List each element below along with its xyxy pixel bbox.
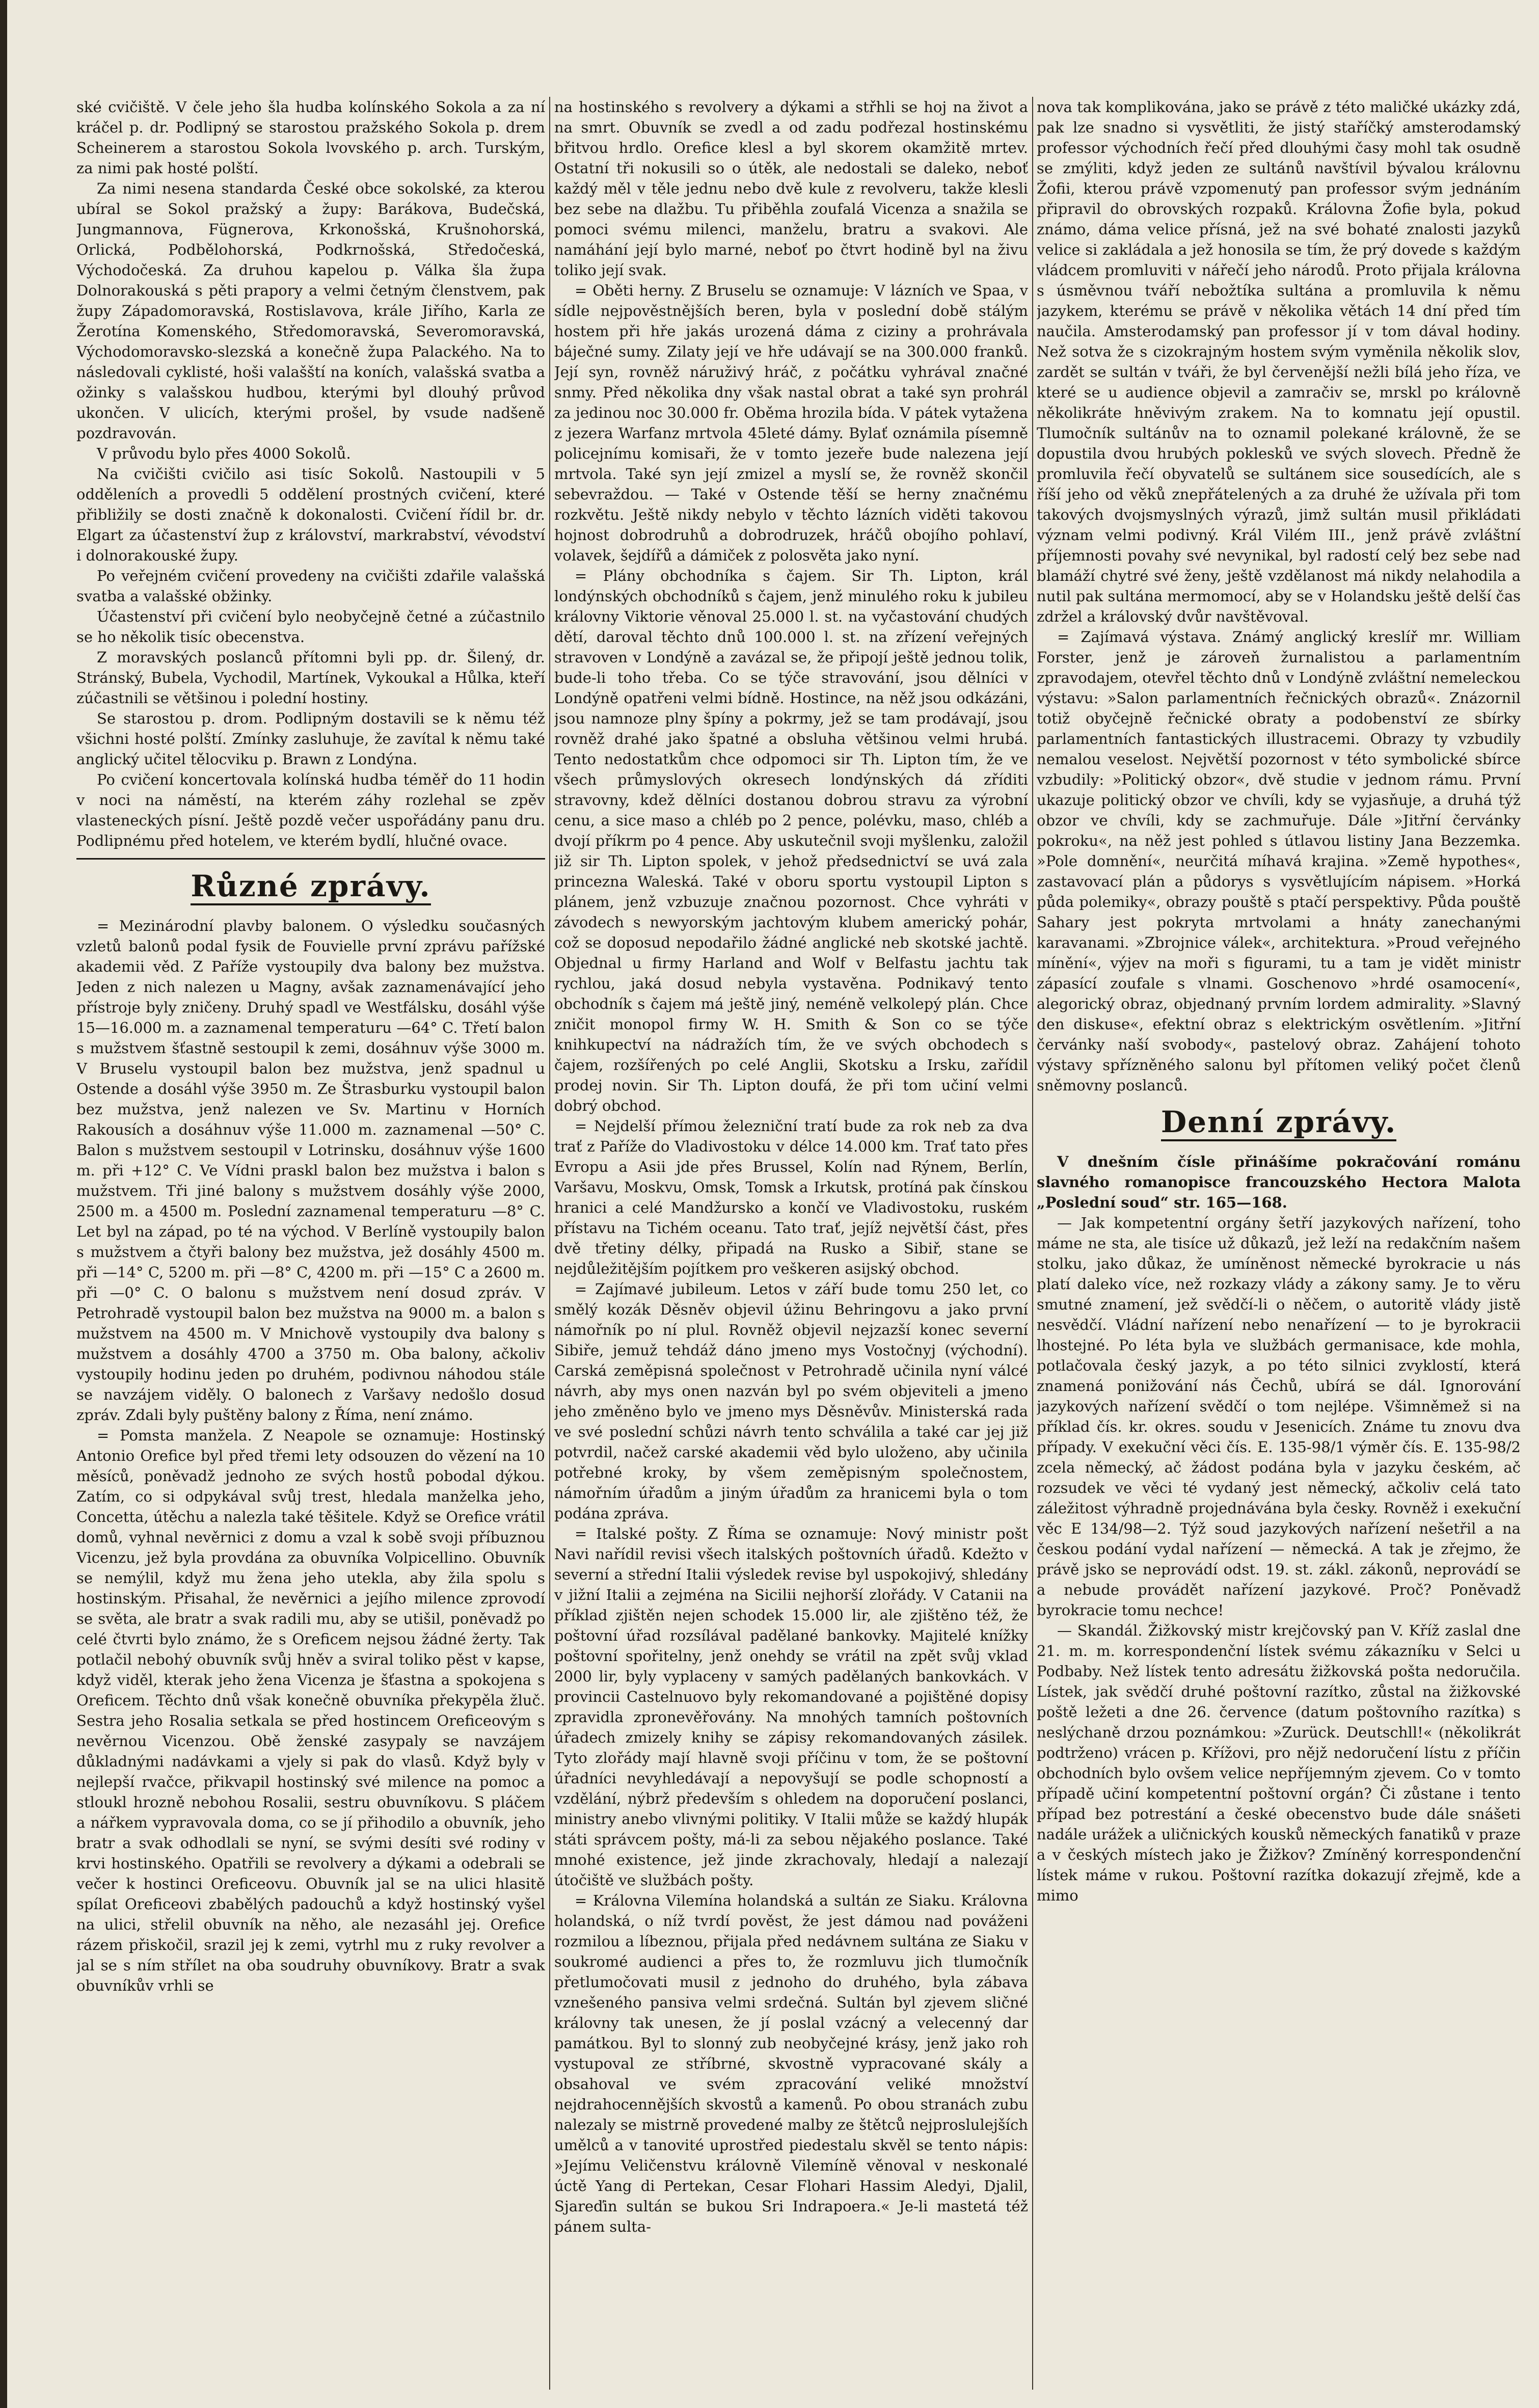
newspaper-page (31, 97, 1523, 2390)
article-paragraph: = Mezinárodní plavby balonem. O výsledku současných vzletů balonů podal fysik de Fouvielle první zprávu pařížské akademii věd. Z Paříže vystoupily dva balony bez mužstva. Jeden z nich nalezen u Magny, avšak zaznamenávající jeho přístroje byly zničeny. Druhý spadl ve Westfálsku, dosáhl výše 15—16.000 m. a zaznamenal temperaturu —64° C. Třetí balon s mužstvem šťastně sestoupil k zemi, dosáhnuv výše 3000 m. V Bruselu vystoupil balon bez mužstva, jenž spadnul u Ostende a dosáhl výše 3950 m. Ze Štrasburku vystoupil balon bez mužstva, jenž nalezen ve Sv. Martinu v Horních Rakousích a dosáhnuv výše 11.000 m. zaznamenal —50° C. Balon s mužstvem sestoupil v Lotrinsku, dosáhnuv výše 1600 m. při +12° C. Ve Vídni praskl balon bez mužstva i balon s mužstvem. Tři jiné balony s mužstvem dosáhly výše 2000, 2500 m. a 4500 m. Poslední zaznamenal temperaturu —8° C. Let byl na západ, po té na východ. V Berlíně vystoupily balon s mužstvem a čtyři balony bez mužstva, jež dosáhly 4500 m. při —14° C, 5200 m. při —8° C, 4200 m. při —15° C a 2600 m. při —0° C. O balonu s mužstvem není dosud zpráv. V Petrohradě vystoupil balon bez mužstva na 9000 m. a balon s mužstvem na 4500 m. V Mnichově vystoupily dva balony s mužstvem a dosáhly 4700 a 3750 m. Oba balony, ačkoliv vystoupily hodinu jeden po druhém, podivnou náhodou stále se navzájem viděly. O balonech z Varšavy nedošlo dosud zpráv. Zdali byly puštěny balony z Říma, není známo. (76, 917, 545, 1424)
column-rule (549, 97, 550, 2390)
article-paragraph: na hostinského s revolvery a dýkami a střhli se hoj na život a na smrt. Obuvník se zvedl a od zadu podřezal hostinskému břitvou hrdlo. Orefice klesl a byl skorem okamžitě mrtev. Ostatní tři nokusili so o útěk, ale nedostali se daleko, neboť každý měl v těle jednu nebo dvě kule z revolveru, takže klesli bez sebe na dlažbu. Tu přiběhla zoufalá Vicenza a snažila se pomoci svému milenci, manželu, bratru a svakovi. Ale namáhání její bylo marné, neboť po čtvrt hodině byl na živu toliko její svak. (554, 98, 1028, 279)
column-1 (76, 97, 545, 2379)
article-paragraph: = Pomsta manžela. Z Neapole se oznamuje: Hostinský Antonio Orefice byl před třemi lety odsouzen do vězení na 10 měsíců, poněvadž jednoho ze svých hostů pobodal dýkou. Zatím, co si odpykával svůj trest, hledala manželka jeho, Concetta, útěchu a nalezla také těšitele. Když se Orefice vrátil domů, vyhnal nevěrnici z domu a vzal k sobě svoji příbuznou Vicenzu, jež byla provdána za obuvníka Volpicellino. Obuvník se nemýlil, když mu žena jeho utekla, aby žila spolu s hostinským. Přisahal, že nevěrnici a jejího milence zprovodí se světa, ale bratr a svak radili mu, aby se utišil, poněvadž po celé čtvrti bylo známo, že s Oreficem nejsou žádné žerty. Tak potlačil nebohý obuvník svůj hněv a sviral toliko pěst v kapse, když viděl, kterak jeho žena Vicenza je šťastna a spokojena s Oreficem. Těchto dnů však konečně obuvníka překypěla žluč. Sestra jeho Rosalia setkala se před hostincem Oreficeovým s nevěrnou Vicenzou. Obě ženské zasypaly se navzájem důkladnými nadávkami a vjely si pak do vlasů. Když byly v nejlepší rvačce, přikvapil hostinský své milence na pomoc a stloukl hrozně nebohou Rosalii, sestru obuvníkovu. S pláčem a nářkem vypravovala doma, co se jí přihodilo a obuvník, jeho bratr a svak odhodlali se nyní, se svými desíti své rodiny v krvi hostinského. Opatřili se revolvery a dýkami a odebrali se večer k hostinci Oreficeovu. Obuvník jal se na ulici hlasitě spílat Oreficeovi zbabělých padouchů a když hostinský vyšel na ulici, střelil obuvník na něho, ale nezasáhl jej. Orefice rázem přiskočil, srazil jej k zemi, vytrhl mu z ruky revolver a jal se s ním střílet na oba soudruhy obuvníkovy. Bratr a svak obuvníkův vrhli se (76, 1427, 545, 1994)
article-paragraph: = Oběti herny. Z Bruselu se oznamuje: V lázních ve Spaa, v sídle nejpověstnějších beren, byla v poslední době stálým hostem při hře jakás urozená dáma z ciziny a prohrávala báječné sumy. Zilaty její ve hře udávají se na 300.000 franků. Její syn, rovněž náruživý hráč, z počátku vyhrával značné snmy. Před několika dny však nastal obrat a také syn prohrál za jedinou noc 30.000 fr. Oběma hrozila bída. V pátek vytažena z jezera Warfanz mrtvola 45leté dámy. Bylať oznámila písemně policejnímu komisaři, že v tomto jezeře bude nalezena její mrtvola. Také syn její zmizel a myslí se, že rovněž skončil sebevraždou. — Také v Ostende těší se herny značnému rozkvětu. Ještě nikdy nebylo v těchto lázních viděti takovou hojnost dobrodruhů a dobrodruzek, hráčů obojího pohlaví, volavek, šejdířů a dámiček z polosvěta jako nyní. (554, 282, 1028, 564)
article-paragraph: — Skandál. Žižkovský mistr krejčovský pan V. Kříž zaslal dne 21. m. m. korrespondenční lístek svému zákazníku v Selci u Podbaby. Než lístek tento adresátu žižkovská pošta nedoručila. Lístek, jak svědčí druhé poštovní razítko, zůstal na žižkovské poště ležeti a dne 26. července (datum poštovního razítka) s neslýchaně drzou poznámkou: »Zurück. Deutschll!« (několikrát podtrženo) vrácen p. Křížovi, pro nějž nedoručení lístu z příčin obchodních bylo ovšem velice nepříjemným zjevem. Co v tomto případě učiní kompetentní poštovní orgán? Či zůstane i tento případ bez potrestání a české obecenstvo bude dále snášeti nadále urážek a uličnických kousků německých fanatiků v praze a v českých místech jako je Žižkov? Zmíněný korrespondenční lístek máme v rukou. Poštovní razítka dokazují zřejmě, kde a mimo (1037, 1622, 1521, 1904)
article-paragraph: nova tak komplikována, jako se právě z této maličké ukázky zdá, pak lze snadno si vysvětliti, že jistý staříčký amsterodamský professor východních řečí před dlouhými časy mohl tak osudně se zmýliti, když jeden ze sultánů navštívil bývalou královnu Žofii, kterou právě vzpomenutý pan professor svým jednáním připravil do obrovských rozpaků. Královna Žofie byla, pokud známo, dáma velice přísná, jež na své bohaté znalosti jazyků velice si zakládala a jež honosila se tím, že prý dovede s každým vládcem promluviti v nářečí jeho národů. Proto přijala královna s úsměvnou tváří nebožtíka sultána a promluvila k němu jazykem, kterému se právě v několika větách 14 dní před tím naučila. Amsterodamský pan professor jí v tom dával hodiny. Než sotva že s cizokrajným hostem svým vyměnila několik slov, zardět se sultán v tváři, že byl červenější nežli bílá jeho říza, ve které se u audience objevil a zamračiv se, mrskl po královně několikráte hněvivým zrakem. Na to komnatu její opustil. Tlumočník sultánův na to oznamil polekané královně, že se dopustila dvou hrubých poklesků ve svých slovech. Předně že promluvila řečí obyvatelů se sultánem sice sousedících, ale s říší jeho od věků znepřátelených a za druhé že užívala při tom takových dvojsmyslných výrazů, jimž sultán musil přikládati význam velmi podivný. Král Vilém III., jenž právě zvláštní příjemnosti povahy své nevynikal, byl radostí celý bez sebe nad blamáží chytré své ženy, ještě vzdělanost má nikdy nelahodila a nutil pak sultána mermomocí, aby se v Holandsku ještě delší čas zdržel a královský dvůr navštěvoval. (1037, 98, 1521, 625)
article-paragraph: ské cvičiště. V čele jeho šla hudba kolínského Sokola a za ní kráčel p. dr. Podlipný se starostou pražského Sokola p. drem Scheinerem a starostou Sokola lvovského p. arch. Turským, za nimi pak hosté polští. (76, 98, 545, 177)
section-heading-text: Denní zprávy. (1161, 1105, 1396, 1141)
section-heading (1037, 1105, 1521, 1139)
article-paragraph: Se starostou p. drom. Podlipným dostavili se k němu též všichni hosté polští. Zmínky zasluhuje, že zavítal k němu také anglický učitel tělocviku p. Brawn z Londýna. (76, 710, 545, 768)
article-paragraph: — Jak kompetentní orgány šetří jazykových nařízení, toho máme ne sta, ale tisíce už důkazů, jež leží na redakčním našem stolku, jako důkaz, že umíněnost německé byrokracie u nás platí daleko více, než rozkazy vlády a zákony samy. Je to věru smutné znamení, jež svědčí-li o něčem, o autoritě vlády jistě nesvědčí. Vládní nařízení nebo nenařízení — to je byrokracii lhostejné. Po léta byla ve službách germanisace, kde mohla, potlačovala český jazyk, a po této silnici zvyklostí, která znamená ponižování nás Čechů, ubírá se dál. Ignorování jazykových nařízení svědčí o tom nejlépe. Všimněmež si na příklad čís. kr. okres. soudu v Jesenicích. Známe tu znovu dva případy. V exekuční věci čís. E. 135-98/1 výměr čís. E. 135-98/2 zcela německý, ač žádost podána byla v jazyku českém, ač rozsudek ve věci té vydaný jest německý, ačkoliv celá tato záležitost výhradně projednávána byla česky. Rovněž i exekuční věc E 134/98—2. Týž soud jazykových nařízení nešetřil a na českou podání vydal nařízení — německá. A tak je zřejmo, že právě jsko se neprovádí odst. 19. st. zákl. zákonů, neprovádí se a nebude provádět nařízení jazykové. Proč? Poněvadž byrokracie tomu nechce! (1037, 1214, 1521, 1619)
section-heading (76, 869, 545, 903)
section-divider (76, 858, 545, 860)
article-paragraph: = Italské pošty. Z Říma se oznamuje: Nový ministr pošt Navi nařídil revisi všech italských poštovních úřadů. Kdežto v severní a střední Italii výsledek revise byl uspokojivý, shledány v jižní Italii a zejména na Sicilii nejhorší zlořády. V Catanii na příklad zjištěn nejen schodek 15.000 lir, ale zjištěno též, že poštovní úřad rozsílával padělané bankovky. Majitelé knížky poštovní spořitelny, jenž onehdy se vrátil na zpět svůj vklad 2000 lir, byly vyplaceny v samých padělaných bankovkách. V provincii Castelnuovo byly rekomandované a pojištěné dopisy zpravidla zpronevěřovány. Na mnohých tamních poštovních úřadech zmizely knihy se zápisy rekomandovaných zásilek. Tyto zlořády mají hlavně svoji příčinu v tom, že se poštovní úřadníci nevyhledávají a nepovyšují se podle schopností a vzdělání, nýbrž především s ohledem na doporučení poslanci, ministry anebo vlivnými politiky. V Italii může se každý hlupák státi správcem pošty, má-li za sebou nějakého poslance. Také mnohé existence, jež jinde zkrachovaly, hledají a nalezají útočiště ve službách pošty. (554, 1525, 1028, 1889)
column-3 (1037, 97, 1521, 2379)
column-2 (554, 97, 1028, 2379)
article-paragraph: = Královna Vilemína holandská a sultán ze Siaku. Královna holandská, o níž tvrdí pověst, že jest dámou nad pováženi rozmilou a líbeznou, přijala před nedávnem sultána ze Siaku v soukromé audienci a přes to, že rozmluvu jich tlumočník přetlumočovati musil z jednoho do druhého, byla zábava vznešeného pansiva velmi srdečná. Sultán byl zjevem sličné královny tak unesen, že jí poslal vzácný a velecenný dar památkou. Byl to slonný zub neobyčejné krásy, jenž jako roh vystupoval ze stříbrné, skvostně vypracované skály a obsahoval ve svém zpracování veliké množství nejdrahocennějších skvostů a kamenů. Po obou stranách zubu nalezaly se mistrně provedené malby ze štětců nejproslulejších umělců a v tanovité uprostřed piedestalu skvěl se tento nápis: »Jejímu Veličenstvu královně Vilemíně věnoval v neskonalé úctě Yang di Pertekan, Cesar Flohari Hassim Aledyi, Djalil, Sjareďin sultán se bukou Sri Indrapoera.« Je-li mastetá též pánem sulta- (554, 1892, 1028, 2235)
article-paragraph: = Plány obchodníka s čajem. Sir Th. Lipton, král londýnských obchodníků s čajem, jenž minulého roku k jubileu královny Viktorie věnoval 25.000 l. st. na vyčastování chudých dětí, daroval těchto dnů 100.000 l. st. na zřízení veřejných stravoven v Londýně a zavázal se, že připojí ještě jednou tolik, bude-li toho třeba. Co se týče stravování, jsou dělníci v Londýně opatřeni velmi bídně. Hostince, na něž jsou odkázáni, jsou namnoze plny špíny a pokrmy, jež se tam prodávají, jsou rovněž drahé jako špatné a obsluha většinou velmi hrubá. Tento nedostatkům chce odpomoci sir Th. Lipton tím, že ve všech průmyslových okresech londýnských dá zříditi stravovny, kdež dělníci dostanou dobrou stravu za výrobní cenu, a sice maso a chléb po 2 pence, polévku, maso, chléb a dvojí příkrm po 4 pence. Aby uskutečnil svoji myšlenku, založil již sir Th. Lipton spolek, v jehož předsednictví se uvá zala princezna Waleská. Také v oboru sportu vystoupil Lipton s plánem, jenž vzbuzuje značnou pozornost. Chce vyhráti v závodech s newyorským jachtovým klubem americký pohár, což se doposud nepodařilo žádné anglické neb skotské jachtě. Objednal u firmy Harland and Wolf v Belfastu jachtu tak rychlou, jaká dosud nebyla vystavěna. Podnikavý tento obchodník s čajem má ještě jiný, neméně velkolepý plán. Chce zničit monopol firmy W. H. Smith & Son co se týče knihkupectví na nádražích tím, že ve svých obchodech s čajem, rozšířených po celé Anglii, Skotsku a Irsku, zařídil prodej novin. Sir Th. Lipton doufá, že při tom učiní velmi dobrý obchod. (554, 567, 1028, 1114)
section-heading-text: Různé zprávy. (191, 869, 430, 905)
article-paragraph: Za nimi nesena standarda České obce sokolské, za kterou ubíral se Sokol pražský a župy: Barákova, Budečská, Jungmannova, Fügnerova, Krkonošská, Krušnohorská, Orlická, Podbělohorská, Podkrnošská, Středočeská, Východočeská. Za druhou kapelou p. Válka šla župa Dolnorakouská s pěti prapory a velmi četným členstvem, pak župy Západomoravská, Rostislavova, krále Jiřího, Karla ze Žerotína Komenského, Středomoravská, Severomoravská, Východomoravsko-slezská a konečně župa Palackého. Na to následovali cyklisté, hoši valašští na koních, valašská svatba a ožinky s valašskou hudbou, kterými byl dlouhý průvod ukončen. V ulicích, kterými prošel, by vsude nadšeně pozdravován. (76, 180, 545, 442)
article-paragraph: Z moravských poslanců přítomni byli pp. dr. Šilený, dr. Stránský, Bubela, Vychodil, Martínek, Vykoukal a Hůlka, kteří zúčastnili se většinou i polední hostiny. (76, 649, 545, 707)
article-paragraph: V průvodu bylo přes 4000 Sokolů. (97, 445, 351, 462)
article-paragraph: Po cvičení koncertovala kolínská hudba téměř do 11 hodin v noci na náměstí, na kterém záhy rozlehal se zpěv vlasteneckých písní. Ještě pozdě večer uspořádány panu dru. Podlipnému před hotelem, ve kterém bydlí, hlučné ovace. (76, 771, 545, 849)
page-left-edge (0, 0, 7, 2408)
article-paragraph: = Zajímavé jubileum. Letos v září bude tomu 250 let, co smělý kozák Děsněv objevil úžinu Behringovu a jako první námořník po ní plul. Rovněž objevil nejzazší konec severní Sibiře, jemuž tehdáž dáno jmeno mys Vostočnyj (východní). Carská zeměpisná společnost v Petrohradě učinila nyní válcé návrh, aby mys onen nazván byl po svém objeviteli a jmeno jeho změněno bylo ve jmeno mys Děsněvův. Ministerská rada ve své poslední schůzi návrh tento schválila a také car jej již potvrdil, načež carské akademii věd bylo uloženo, aby učinila potřebné kroky, by všem zeměpisným společnostem, námořním úřadům a jiným úřadům za hranicemi byla o tom podána zpráva. (554, 1280, 1028, 1522)
article-paragraph: Účastenství při cvičení bylo neobyčejně četné a zúčastnilo se ho několik tisíc obecenstva. (76, 608, 545, 646)
article-paragraph: Po veřejném cvičení provedeny na cvičišti zdařile valašská svatba a valašské obžinky. (76, 567, 545, 605)
article-paragraph: = Nejdelší přímou železniční tratí bude za rok neb za dva trať z Paříže do Vladivostoku v délce 14.000 km. Trať tato přes Evropu a Asii jde přes Brussel, Kolín nad Rýnem, Berlín, Varšavu, Moskvu, Omsk, Tomsk a Irkutsk, protíná pak čínskou hranici a celé Mandžursko a končí ve Vladivostoku, ruském přístavu na Tichém oceanu. Tato trať, jejíž největší část, přes dvě třetiny délky, připadá na Rusko a Sibiř, stane se nejdůležitějším pojítkem pro veškeren asijský obchod. (554, 1117, 1028, 1277)
article-paragraph: Na cvičišti cvičilo asi tisíc Sokolů. Nastoupili v 5 odděleních a provedli 5 oddělení prostných cvičení, které přibližily se dosti značně k dokonalosti. Cvičení řídil br. dr. Elgart za účastenství žup z království, markrabství, vévodství i dolnorakouské župy. (76, 465, 545, 564)
article-paragraph: = Zajímavá výstava. Známý anglický kreslíř mr. William Forster, jenž je zároveň žurnalistou a parlamentním zpravodajem, otevřel těchto dnů v Londýně zvláštní nemeleckou výstavu: »Salon parlamentních řečnických obrazů«. Znázornil totiž obyčejně řečnické obraty a podobenství ze sbírky parlamentních fantastických illustracemi. Obrazy ty vzbudily nemalou veselost. Největší pozornost v této symbolické sbírce vzbudily: »Politický obzor«, dvě studie v jednom rámu. První ukazuje politický obzor ve chvíli, kdy se vyjasňuje, a druhá týž obzor ve chvíli, kdy se zachmuřuje. Dále »Jitřní červánky pokroku«, na něž jest pohled s útlavou listiny Jana Bezzemka. »Pole domnění«, neurčitá míhavá krajina. »Země hypothes«, zastavovací plán a půdorys s vysvětlujícím nápisem. »Horká půda polemiky«, obrazy pouště s ptačí perspektivy. Půda pouště Sahary jest pokryta mrtvolami a hnáty zanechanými karavanami. »Zbrojnice válek«, architektura. »Proud veřejného mínění«, výjev na moři s figurami, tu a tam je vidět ministr zápasící zoufale s vlnami. Goschenovo »hrdé osamocení«, alegorický obraz, objednaný prvním lordem admirality. »Slavný den diskuse«, efektní obraz s elektrickým osvětlením. »Jitřní červánky naší svobody«, pastelový obraz. Zahájení tohoto výstavy spřízněného salonu byl přítomen veliký počet členů sněmovny poslanců. (1037, 628, 1521, 1094)
article-paragraph: V dnešním čísle přinášíme pokračování románu slavného romanopisce francouzského Hectora Malota „Poslední soud“ str. 165—168. (1037, 1153, 1521, 1211)
column-rule (1032, 97, 1033, 2390)
